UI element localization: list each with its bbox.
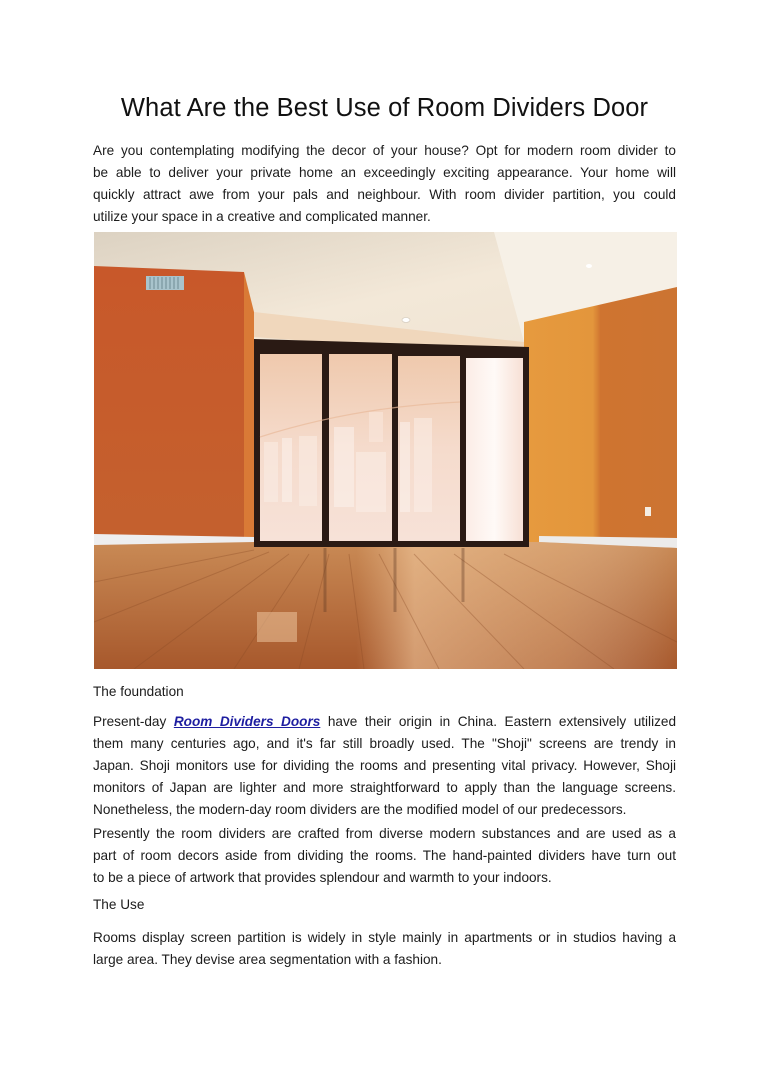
- paragraph-line: Presently the room dividers are crafted from diverse modern substances and are used as a: [93, 826, 676, 841]
- room-dividers-doors-link[interactable]: Room Dividers Doors: [173, 714, 321, 729]
- paragraph-line: monitors of Japan are lighter and more straightforward to apply than the language screens.: [93, 780, 676, 795]
- page-title: What Are the Best Use of Room Dividers Door: [120, 94, 649, 122]
- foundation-paragraph-1: [93, 711, 676, 821]
- paragraph-text: have their origin in China. Eastern extensively utilized: [320, 714, 677, 729]
- heading-foundation: The foundation: [93, 684, 184, 699]
- intro-line: be able to deliver your private home an exceedingly exciting appearance. Your home will: [93, 165, 676, 180]
- intro-line: quickly attract awe from your pals and neighbour. With room divider partition, you could: [93, 187, 676, 202]
- paragraph-text: Present-day: [93, 714, 174, 729]
- paragraph-line: part of room decors aside from dividing the rooms. The hand-painted dividers have turn out: [93, 848, 676, 863]
- intro-paragraph: [93, 140, 676, 228]
- paragraph-line: [93, 711, 676, 733]
- paragraph-line: Japan. Shoji monitors use for dividing the rooms and presenting vital privacy. However, Shoji: [93, 758, 676, 773]
- paragraph-line: large area. They devise area segmentation with a fashion.: [93, 952, 442, 967]
- intro-line: utilize your space in a creative and complicated manner.: [93, 209, 431, 224]
- use-paragraph: [93, 927, 676, 971]
- foundation-paragraph-2: [93, 823, 676, 889]
- intro-line: Are you contemplating modifying the decor of your house? Opt for modern room divider to: [93, 143, 676, 158]
- paragraph-line: to be a piece of artwork that provides splendour and warmth to your indoors.: [93, 870, 552, 885]
- heading-the-use: The Use: [93, 897, 145, 912]
- room-photo-illustration: [94, 232, 677, 669]
- paragraph-line: them many centuries ago, and it's far still broadly used. The "Shoji" screens are trendy in: [93, 736, 676, 751]
- paragraph-line: Nonetheless, the modern-day room dividers are the modified model of our predecessors.: [93, 802, 627, 817]
- paragraph-line: Rooms display screen partition is widely in style mainly in apartments or in studios having a: [93, 930, 676, 945]
- room-divider-photo: [94, 232, 677, 669]
